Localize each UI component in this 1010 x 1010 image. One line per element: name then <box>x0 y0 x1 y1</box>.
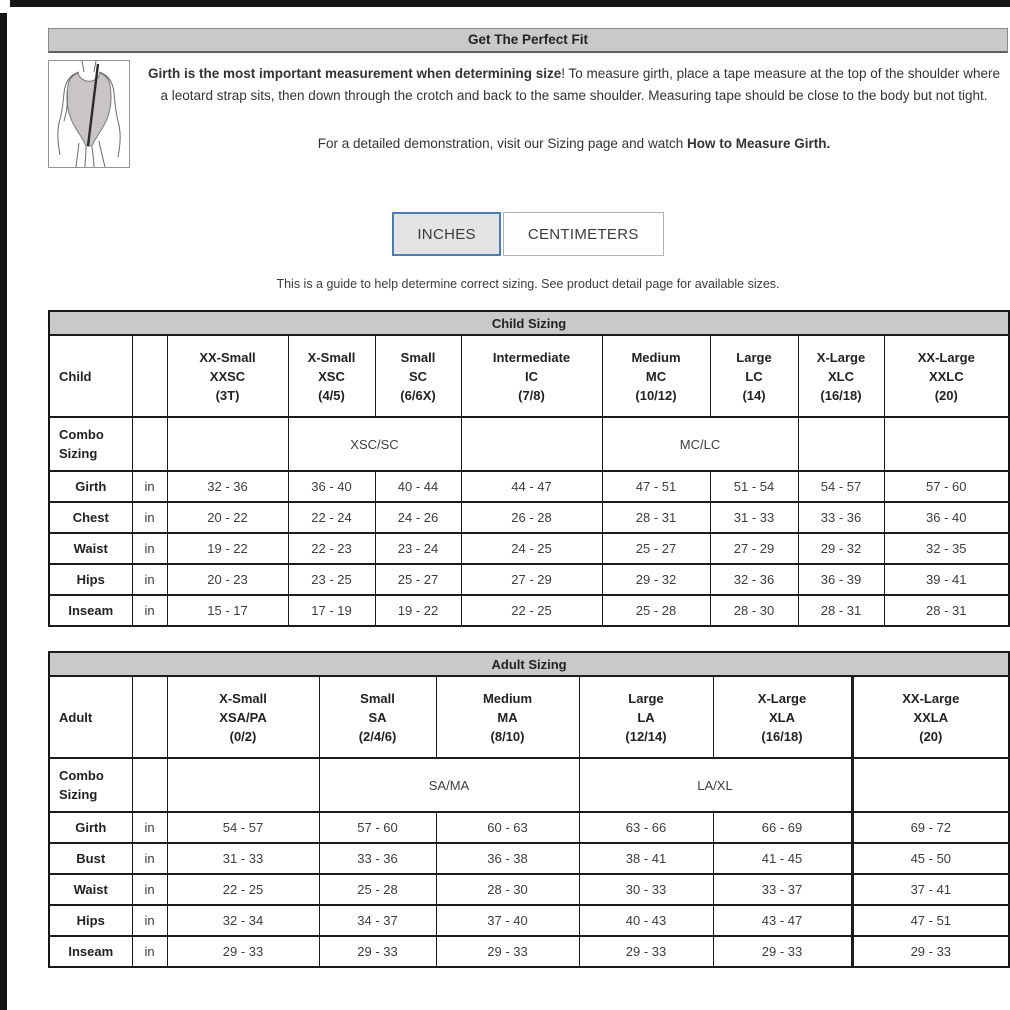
combo-sizing-cell: XSC/SC <box>288 417 461 471</box>
size-header-line: SC <box>408 368 428 384</box>
size-header-line: (12/14) <box>625 728 667 744</box>
size-header-line: XSA/PA <box>219 709 267 725</box>
combo-sizing-cell: SA/MA <box>319 758 579 812</box>
measurement-value-cell: 38 - 41 <box>579 843 713 874</box>
size-column-header <box>375 335 461 417</box>
size-header-line: (16/18) <box>820 387 862 403</box>
size-header-line: X-Large <box>757 690 807 706</box>
measurement-value-cell: 15 - 17 <box>167 595 288 626</box>
combo-sizing-cell <box>852 758 1009 812</box>
measurement-row-label: Inseam <box>49 595 132 626</box>
girth-instructions-lead: Girth is the most important measurement when determining size <box>147 66 562 81</box>
measurement-value-cell: 28 - 31 <box>602 502 710 533</box>
measurement-unit: in <box>132 812 167 843</box>
girth-instructions-body: ! To measure girth, place a tape measure at the top of the shoulder where a leotard strap sits, then down through the crotch and back to the same shoulder. Measuring tape should be close to the body but not tight. <box>160 66 1001 103</box>
size-column-header <box>461 335 602 417</box>
measurement-value-cell: 22 - 23 <box>288 533 375 564</box>
size-header-line: (10/12) <box>635 387 677 403</box>
measurement-value-cell: 36 - 38 <box>436 843 579 874</box>
measurement-value-cell: 24 - 25 <box>461 533 602 564</box>
combo-sizing-cell: LA/XL <box>579 758 852 812</box>
size-header-line: (20) <box>919 728 943 744</box>
size-header-line: (4/5) <box>318 387 345 403</box>
inches-button[interactable]: INCHES <box>392 212 500 256</box>
size-header-line: XLC <box>828 368 854 384</box>
size-header-line: (8/10) <box>490 728 525 744</box>
measurement-value-cell: 29 - 33 <box>167 936 319 967</box>
size-header-line: XX-Large <box>917 349 975 365</box>
size-column-header <box>167 335 288 417</box>
demo-note-text: For a detailed demonstration, visit our Sizing page and watch <box>317 136 687 151</box>
measurement-value-cell: 54 - 57 <box>167 812 319 843</box>
size-column-header <box>579 676 713 758</box>
measurement-value-cell: 22 - 25 <box>461 595 602 626</box>
measurement-row-label: Bust <box>49 843 132 874</box>
measurement-row-label: Inseam <box>49 936 132 967</box>
measurement-value-cell: 29 - 33 <box>713 936 852 967</box>
combo-sizing-cell <box>167 758 319 812</box>
measurement-row-label: Chest <box>49 502 132 533</box>
unit-cell <box>132 417 167 471</box>
measurement-value-cell: 29 - 33 <box>852 936 1009 967</box>
unit-cell <box>132 758 167 812</box>
size-column-header <box>852 676 1009 758</box>
size-header-line: (16/18) <box>761 728 803 744</box>
size-header-line: Small <box>360 690 395 706</box>
measurement-value-cell: 25 - 27 <box>602 533 710 564</box>
child-sizing-table <box>48 310 1008 627</box>
size-header-line: X-Large <box>816 349 866 365</box>
size-column-header <box>436 676 579 758</box>
measurement-row-label: Hips <box>49 905 132 936</box>
combo-sizing-label <box>49 417 132 471</box>
measurement-value-cell: 32 - 36 <box>167 471 288 502</box>
measurement-value-cell: 27 - 29 <box>461 564 602 595</box>
size-header-line: XLA <box>769 709 795 725</box>
measurement-row-label: Waist <box>49 533 132 564</box>
measurement-value-cell: 32 - 34 <box>167 905 319 936</box>
page-title: Get The Perfect Fit <box>48 28 1008 53</box>
measurement-unit: in <box>132 905 167 936</box>
size-header-line: LA <box>637 709 655 725</box>
size-header-line: Intermediate <box>492 349 571 365</box>
table-title: Adult Sizing <box>49 652 1009 676</box>
measurement-value-cell: 37 - 40 <box>436 905 579 936</box>
size-header-line: XSC <box>318 368 345 384</box>
size-header-line: LC <box>745 368 763 384</box>
measurement-value-cell: 23 - 24 <box>375 533 461 564</box>
measurement-value-cell: 41 - 45 <box>713 843 852 874</box>
measurement-value-cell: 51 - 54 <box>710 471 798 502</box>
table-corner-label: Adult <box>49 676 132 758</box>
combo-sizing-cell <box>461 417 602 471</box>
combo-label-line: Combo <box>59 427 104 442</box>
measurement-value-cell: 30 - 33 <box>579 874 713 905</box>
centimeters-button[interactable]: CENTIMETERS <box>503 212 664 256</box>
measurement-value-cell: 25 - 28 <box>602 595 710 626</box>
measurement-unit: in <box>132 471 167 502</box>
combo-label-line: Sizing <box>59 787 98 802</box>
size-header-line: XXSC <box>209 368 246 384</box>
measurement-value-cell: 26 - 28 <box>461 502 602 533</box>
size-column-header <box>167 676 319 758</box>
unit-column-header <box>132 676 167 758</box>
measurement-value-cell: 36 - 40 <box>884 502 1009 533</box>
measurement-row-label: Hips <box>49 564 132 595</box>
size-header-line: (14) <box>742 387 766 403</box>
measurement-value-cell: 29 - 33 <box>436 936 579 967</box>
size-header-line: (20) <box>934 387 958 403</box>
measurement-value-cell: 54 - 57 <box>798 471 884 502</box>
measurement-value-cell: 57 - 60 <box>319 812 436 843</box>
measurement-value-cell: 23 - 25 <box>288 564 375 595</box>
demo-note-bold: How to Measure Girth. <box>686 136 831 151</box>
measurement-value-cell: 44 - 47 <box>461 471 602 502</box>
size-header-line: Medium <box>631 349 681 365</box>
measurement-value-cell: 36 - 39 <box>798 564 884 595</box>
leotard-figure-icon <box>49 61 129 167</box>
combo-sizing-cell <box>798 417 884 471</box>
measurement-row-label: Girth <box>49 812 132 843</box>
measurement-value-cell: 32 - 35 <box>884 533 1009 564</box>
combo-sizing-cell: MC/LC <box>602 417 798 471</box>
measurement-value-cell: 47 - 51 <box>602 471 710 502</box>
measurement-unit: in <box>132 874 167 905</box>
combo-sizing-cell <box>884 417 1009 471</box>
measurement-unit: in <box>132 502 167 533</box>
measurement-value-cell: 29 - 33 <box>319 936 436 967</box>
size-column-header <box>319 676 436 758</box>
measurement-row-label: Girth <box>49 471 132 502</box>
size-header-line: X-Small <box>219 690 267 706</box>
measurement-unit: in <box>132 843 167 874</box>
size-header-line: X-Small <box>307 349 356 365</box>
screenshot-edge-top <box>10 0 1010 7</box>
measurement-value-cell: 29 - 32 <box>798 533 884 564</box>
measurement-value-cell: 29 - 33 <box>579 936 713 967</box>
measurement-unit: in <box>132 595 167 626</box>
unit-column-header <box>132 335 167 417</box>
size-header-line: Large <box>736 349 772 365</box>
size-header-line: (0/2) <box>229 728 257 744</box>
measurement-value-cell: 25 - 28 <box>319 874 436 905</box>
size-header-line: Large <box>628 690 664 706</box>
measurement-value-cell: 24 - 26 <box>375 502 461 533</box>
measurement-value-cell: 22 - 25 <box>167 874 319 905</box>
size-header-line: XX-Small <box>199 349 256 365</box>
measurement-value-cell: 36 - 40 <box>288 471 375 502</box>
size-column-header <box>288 335 375 417</box>
measurement-value-cell: 20 - 22 <box>167 502 288 533</box>
measurement-value-cell: 17 - 19 <box>288 595 375 626</box>
size-column-header <box>884 335 1009 417</box>
combo-label-line: Combo <box>59 768 104 783</box>
measurement-value-cell: 40 - 44 <box>375 471 461 502</box>
measurement-value-cell: 69 - 72 <box>852 812 1009 843</box>
measurement-value-cell: 37 - 41 <box>852 874 1009 905</box>
measurement-value-cell: 33 - 37 <box>713 874 852 905</box>
sizing-guide-note: This is a guide to help determine correct sizing. See product detail page for available sizes. <box>276 277 780 291</box>
measurement-value-cell: 28 - 31 <box>884 595 1009 626</box>
intro-text-column <box>140 60 1008 168</box>
size-column-header <box>710 335 798 417</box>
measurement-value-cell: 40 - 43 <box>579 905 713 936</box>
intro-section <box>48 60 1008 168</box>
measurement-value-cell: 31 - 33 <box>710 502 798 533</box>
leotard-girth-measurement-figure <box>48 60 130 168</box>
measurement-value-cell: 19 - 22 <box>167 533 288 564</box>
unit-toggle <box>48 212 1008 256</box>
measurement-value-cell: 47 - 51 <box>852 905 1009 936</box>
screenshot-edge-left <box>0 13 7 1010</box>
measurement-value-cell: 28 - 30 <box>436 874 579 905</box>
measurement-value-cell: 32 - 36 <box>710 564 798 595</box>
measurement-unit: in <box>132 564 167 595</box>
measurement-value-cell: 34 - 37 <box>319 905 436 936</box>
size-header-line: (3T) <box>215 387 240 403</box>
measurement-value-cell: 43 - 47 <box>713 905 852 936</box>
measurement-row-label: Waist <box>49 874 132 905</box>
size-column-header <box>602 335 710 417</box>
measurement-value-cell: 39 - 41 <box>884 564 1009 595</box>
size-header-line: XXLC <box>928 368 964 384</box>
measurement-value-cell: 19 - 22 <box>375 595 461 626</box>
measurement-value-cell: 33 - 36 <box>319 843 436 874</box>
measurement-unit: in <box>132 936 167 967</box>
measurement-value-cell: 31 - 33 <box>167 843 319 874</box>
size-header-line: (2/4/6) <box>358 728 397 744</box>
size-header-line: (6/6X) <box>400 387 436 403</box>
size-column-header <box>798 335 884 417</box>
table-corner-label: Child <box>49 335 132 417</box>
measurement-value-cell: 20 - 23 <box>167 564 288 595</box>
combo-sizing-cell <box>167 417 288 471</box>
table-title: Child Sizing <box>49 311 1009 335</box>
measurement-value-cell: 45 - 50 <box>852 843 1009 874</box>
measurement-value-cell: 66 - 69 <box>713 812 852 843</box>
size-header-line: Small <box>400 349 436 365</box>
combo-label-line: Sizing <box>59 446 98 461</box>
measurement-value-cell: 33 - 36 <box>798 502 884 533</box>
size-header-line: MA <box>497 709 518 725</box>
size-header-line: XXLA <box>913 709 949 725</box>
measurement-value-cell: 63 - 66 <box>579 812 713 843</box>
size-header-line: Medium <box>482 690 533 706</box>
combo-sizing-label <box>49 758 132 812</box>
adult-sizing-table <box>48 651 1008 968</box>
size-header-line: SA <box>368 709 387 725</box>
measurement-value-cell: 57 - 60 <box>884 471 1009 502</box>
girth-instructions <box>146 63 1002 107</box>
measurement-value-cell: 29 - 32 <box>602 564 710 595</box>
measurement-value-cell: 27 - 29 <box>710 533 798 564</box>
measurement-value-cell: 28 - 30 <box>710 595 798 626</box>
measurement-value-cell: 28 - 31 <box>798 595 884 626</box>
size-header-line: MC <box>645 368 667 384</box>
measurement-unit: in <box>132 533 167 564</box>
page-content <box>48 28 1008 968</box>
measurement-value-cell: 60 - 63 <box>436 812 579 843</box>
size-header-line: IC <box>525 368 538 384</box>
demo-note <box>140 133 1008 155</box>
size-header-line: (7/8) <box>518 387 545 403</box>
size-column-header <box>713 676 852 758</box>
measurement-value-cell: 25 - 27 <box>375 564 461 595</box>
size-header-line: XX-Large <box>902 690 960 706</box>
measurement-value-cell: 22 - 24 <box>288 502 375 533</box>
